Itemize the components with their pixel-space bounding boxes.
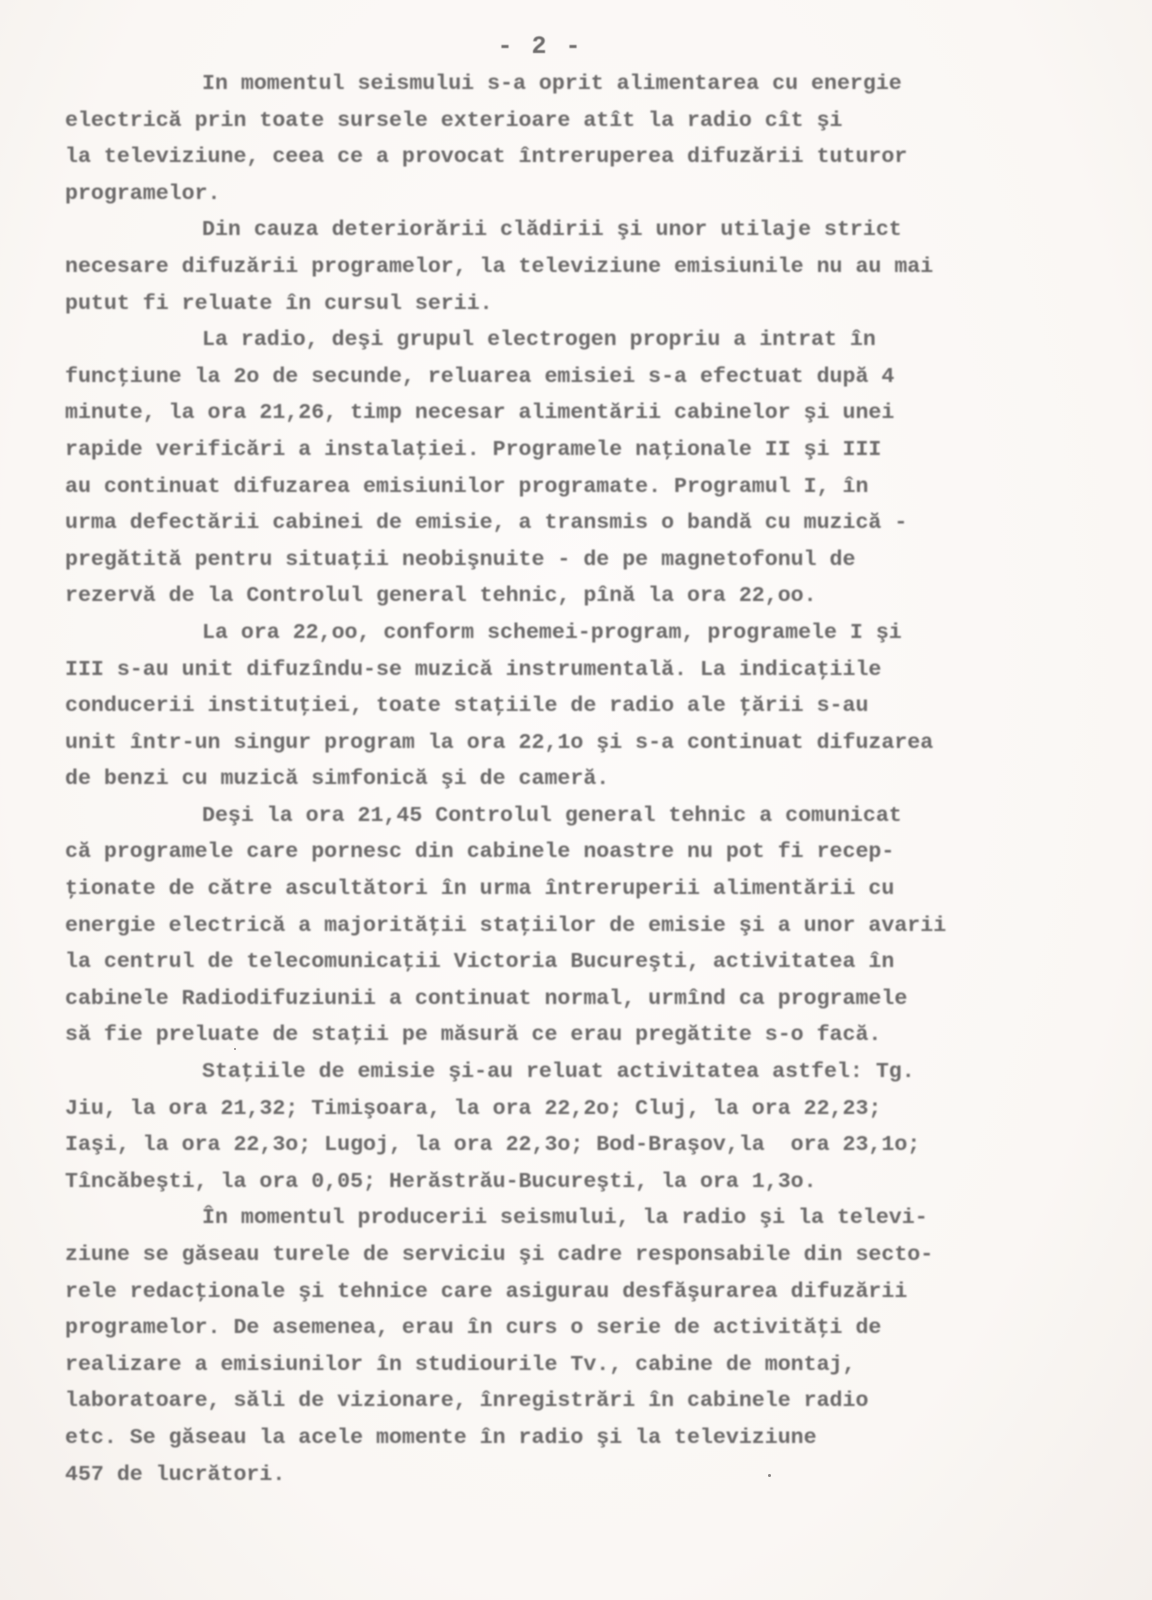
paragraph-first-line: La ora 22,oo, conform schemei-program, programele I şi: [202, 620, 902, 645]
paragraph-first-line: La radio, deşi grupul electrogen propriu a intrat în: [202, 328, 876, 353]
text-line: programelor. De asemenea, erau în curs o serie de activităţi de: [65, 1316, 882, 1341]
text-line: laboratoare, săli de vizionare, înregistrări în cabinele radio: [65, 1389, 869, 1414]
paragraph: [65, 1200, 1075, 1493]
text-line: putut fi reluate în cursul serii.: [65, 291, 493, 316]
text-line: electrică prin toate sursele exterioare atît la radio cît şi: [65, 108, 843, 133]
text-line: necesare difuzării programelor, la televiziune emisiunile nu au mai: [65, 254, 934, 279]
paragraph-first-line: În momentul producerii seismului, la radio şi la televi-: [202, 1206, 928, 1231]
text-line: au continuat difuzarea emisiunilor programate. Programul I, în: [65, 474, 869, 499]
page-number: - 2 -: [497, 32, 583, 61]
text-line: Jiu, la ora 21,32; Timişoara, la ora 22,2o; Cluj, la ora 22,23;: [65, 1096, 882, 1121]
text-line: ziune se găseau turele de serviciu şi cadre responsabile din secto-: [65, 1243, 934, 1267]
paragraph: [65, 1054, 1075, 1200]
text-line: rapide verificări a instalaţiei. Programele naţionale II şi III: [65, 437, 882, 462]
text-line: unit într-un singur program la ora 22,1o şi s-a continuat difuzarea: [65, 730, 934, 755]
paragraph: [65, 615, 1075, 798]
text-line: la televiziune, ceea ce a provocat întreruperea difuzării tuturor: [65, 145, 908, 170]
paragraph-first-line: Staţiile de emisie şi-au reluat activitatea astfel: Tg.: [202, 1060, 915, 1085]
text-line: urma defectării cabinei de emisie, a transmis o bandă cu muzică -: [65, 511, 908, 536]
text-line: Iaşi, la ora 22,3o; Lugoj, la ora 22,3o; Bod-Braşov,la ora 23,1o;: [65, 1133, 921, 1158]
text-line: Tîncăbeşti, la ora 0,05; Herăstrău-Bucureşti, la ora 1,3o.: [65, 1169, 817, 1194]
text-line: 457 de lucrători.: [65, 1462, 286, 1487]
text-line: minute, la ora 21,26, timp necesar alimentării cabinelor şi unei: [65, 401, 895, 426]
text-line: etc. Se găseau la acele momente în radio şi la televiziune: [65, 1425, 817, 1450]
paragraph: [65, 66, 1075, 212]
paragraph: [65, 322, 1075, 615]
text-line: pregătită pentru situaţii neobişnuite - de pe magnetofonul de: [65, 547, 856, 572]
text-line: energie electrică a majorităţii staţiilor de emisie şi a unor avarii: [65, 913, 947, 938]
text-line: că programele care pornesc din cabinele noastre nu pot fi recep-: [65, 840, 895, 865]
text-line: rele redacţionale şi tehnice care asigurau desfăşurarea difuzării: [65, 1279, 908, 1304]
paragraph-first-line: Din cauza deteriorării clădirii şi unor utilaje strict: [202, 218, 902, 243]
text-line: de benzi cu muzică simfonică şi de cameră.: [65, 767, 610, 792]
paragraph: [65, 212, 1075, 322]
text-line: rezervă de la Controlul general tehnic, pînă la ora 22,oo.: [65, 584, 817, 609]
paragraph-first-line: In momentul seismului s-a oprit alimentarea cu energie: [202, 72, 902, 96]
paragraph: [65, 798, 1075, 1054]
text-line: III s-au unit difuzîndu-se muzică instrumentală. La indicaţiile: [65, 657, 882, 682]
text-line: realizare a emisiunilor în studiourile Tv., cabine de montaj,: [65, 1352, 856, 1377]
ink-speck: [234, 1048, 236, 1050]
paragraph-first-line: Deşi la ora 21,45 Controlul general tehnic a comunicat: [202, 803, 902, 828]
text-line: cabinele Radiodifuziunii a continuat normal, urmînd ca programele: [65, 986, 908, 1011]
ink-speck: [768, 1474, 771, 1477]
text-line: funcţiune la 2o de secunde, reluarea emisiei s-a efectuat după 4: [65, 364, 895, 389]
text-line: conducerii instituţiei, toate staţiile de radio ale ţării s-au: [65, 694, 869, 719]
text-line: să fie preluate de staţii pe măsură ce erau pregătite s-o facă.: [65, 1023, 882, 1048]
text-line: ţionate de către ascultători în urma întreruperii alimentării cu: [65, 877, 895, 902]
text-line: programelor.: [65, 181, 221, 206]
document-body: [65, 66, 1075, 1493]
text-line: la centrul de telecomunicaţii Victoria Bucureşti, activitatea în: [65, 950, 895, 975]
